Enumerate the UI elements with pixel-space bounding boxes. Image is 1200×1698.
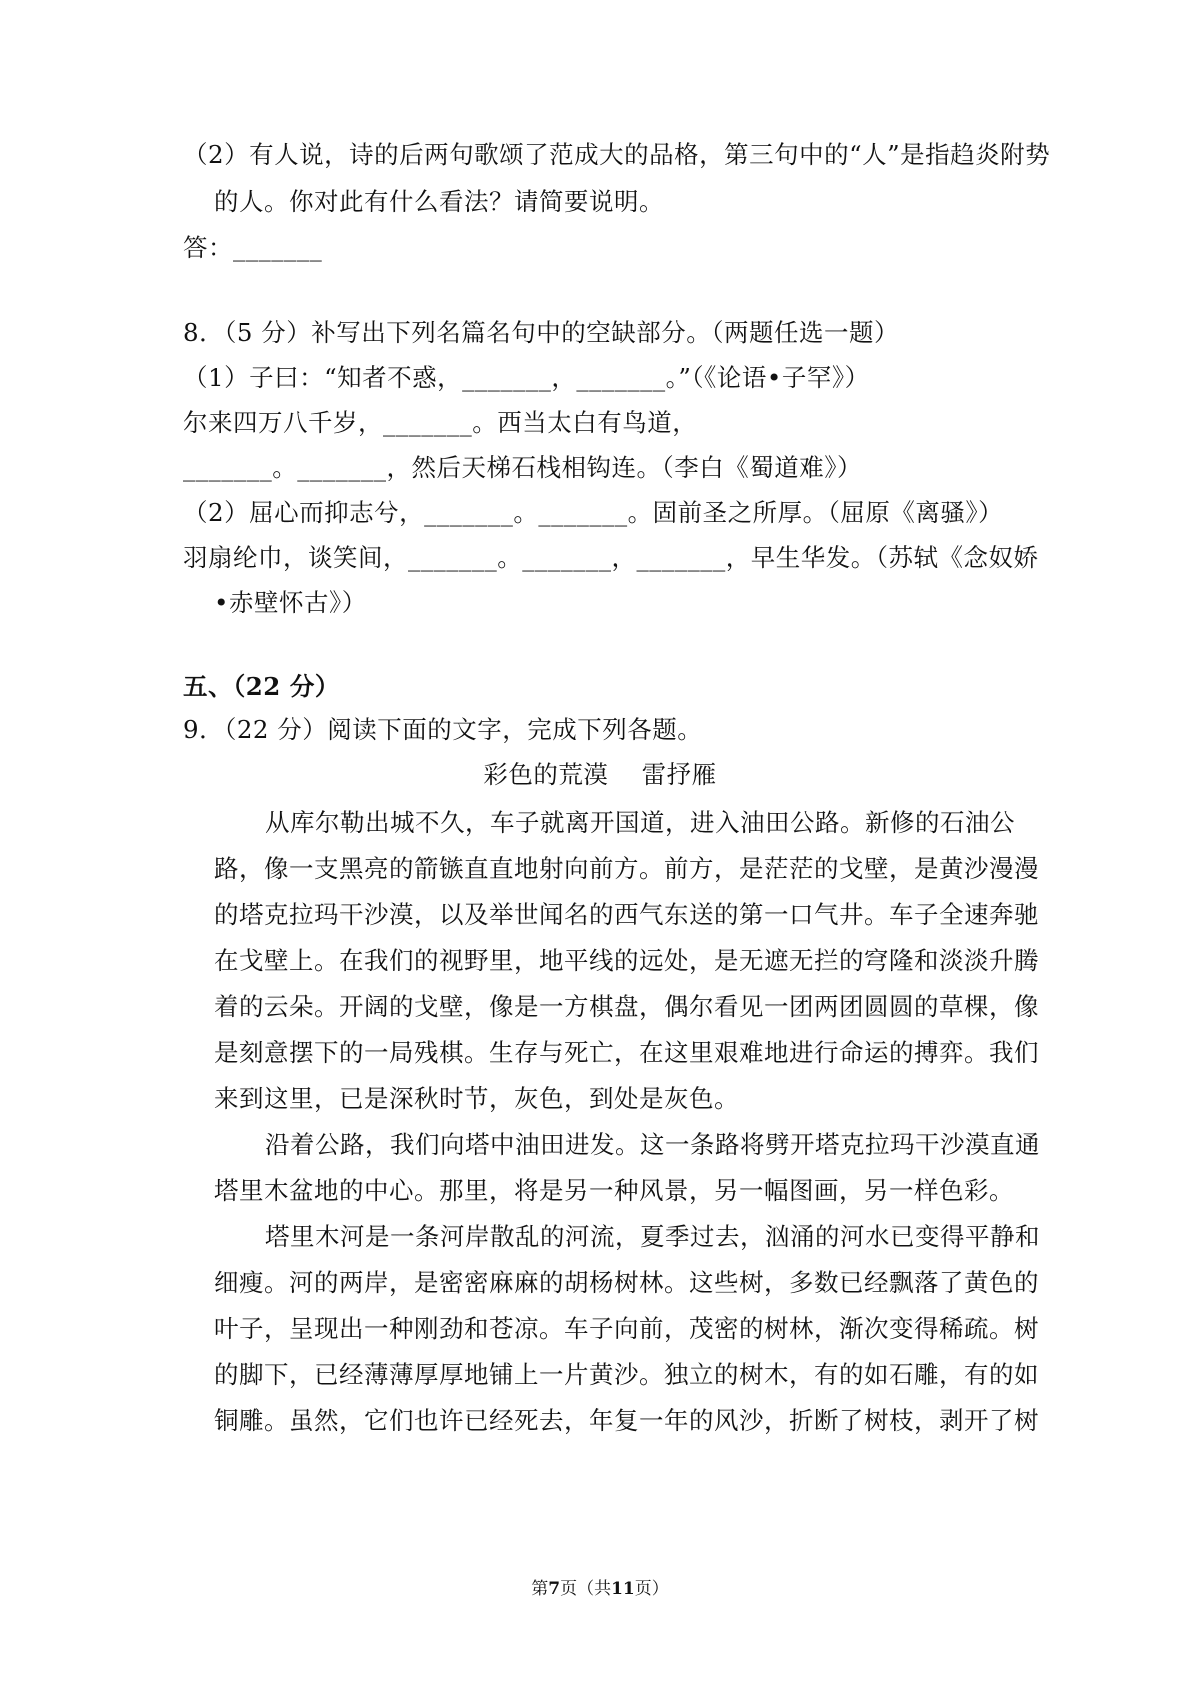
footer-suffix: 页） (634, 1579, 669, 1599)
article-line: 叶子，呈现出一种刚劲和苍凉。车子向前，茂密的树林，渐次变得稀疏。树 (214, 1314, 1039, 1343)
article-line: 在戈壁上。在我们的视野里，地平线的远处，是无遮无拦的穹隆和淡淡升腾 (214, 946, 1039, 975)
article-line: 沿着公路，我们向塔中油田进发。这一条路将劈开塔克拉玛干沙漠直通 (265, 1130, 1040, 1159)
q8-p1-line1: （1）子曰：“知者不惑，_______，_______。”（《论语•子罕》） (183, 363, 870, 392)
page-footer (0, 1577, 1200, 1601)
q7-part2-line2: 的人。你对此有什么看法？请简要说明。 (214, 187, 664, 216)
q8-p2-line3: •赤壁怀古》） (214, 588, 367, 617)
article-line: 着的云朵。开阔的戈壁，像是一方棋盘，偶尔看见一团两团圆圆的草棵，像 (214, 992, 1039, 1021)
article-title: 彩色的荒漠 雷抒雁 (483, 760, 717, 789)
q8-header: 8．（5 分）补写出下列名篇名句中的空缺部分。（两题任选一题） (183, 318, 899, 347)
article-line: 路，像一支黑亮的箭镞直直地射向前方。前方，是茫茫的戈壁，是黄沙漫漫 (214, 854, 1039, 883)
q8-p2-line1: （2）屈心而抑志兮，_______。_______。固前圣之所厚。（屈原《离骚》） (183, 498, 1004, 527)
section-five-heading: 五、（22 分） (183, 672, 340, 701)
q7-part2-line1: （2）有人说，诗的后两句歌颂了范成大的品格，第三句中的“人”是指趋炎附势 (183, 140, 1051, 169)
article-line: 的塔克拉玛干沙漠，以及举世闻名的西气东送的第一口气井。车子全速奔驰 (214, 900, 1039, 929)
article-line: 细瘦。河的两岸，是密密麻麻的胡杨树林。这些树，多数已经飘落了黄色的 (214, 1268, 1039, 1297)
footer-middle: 页（共 (560, 1579, 612, 1599)
footer-prefix: 第 (531, 1579, 549, 1599)
article-line: 从库尔勒出城不久，车子就离开国道，进入油田公路。新修的石油公 (265, 808, 1015, 837)
article-line: 来到这里，已是深秋时节，灰色，到处是灰色。 (214, 1084, 739, 1113)
q9-header: 9．（22 分）阅读下面的文字，完成下列各题。 (183, 715, 703, 744)
article-line: 铜雕。虽然，它们也许已经死去，年复一年的风沙，折断了树枝，剥开了树 (214, 1406, 1039, 1435)
article-line: 塔里木河是一条河岸散乱的河流，夏季过去，汹涌的河水已变得平静和 (265, 1222, 1040, 1251)
article-line: 的脚下，已经薄薄厚厚地铺上一片黄沙。独立的树木，有的如石雕，有的如 (214, 1360, 1039, 1389)
q8-p1-line2: 尔来四万八千岁，_______。西当太白有鸟道， (183, 408, 698, 437)
footer-page-number: 7 (548, 1579, 561, 1599)
footer-total-pages: 11 (611, 1579, 635, 1599)
article-line: 塔里木盆地的中心。那里，将是另一种风景，另一幅图画，另一样色彩。 (214, 1176, 1014, 1205)
q8-p2-line2: 羽扇纶巾，谈笑间，_______。_______，_______，早生华发。（苏轼《念奴娇 (183, 543, 1039, 572)
q8-p1-line3: _______。_______，然后天梯石栈相钩连。（李白《蜀道难》） (183, 453, 862, 482)
q7-answer-line: 答：_______ (183, 233, 323, 262)
article-line: 是刻意摆下的一局残棋。生存与死亡，在这里艰难地进行命运的搏弈。我们 (214, 1038, 1039, 1067)
